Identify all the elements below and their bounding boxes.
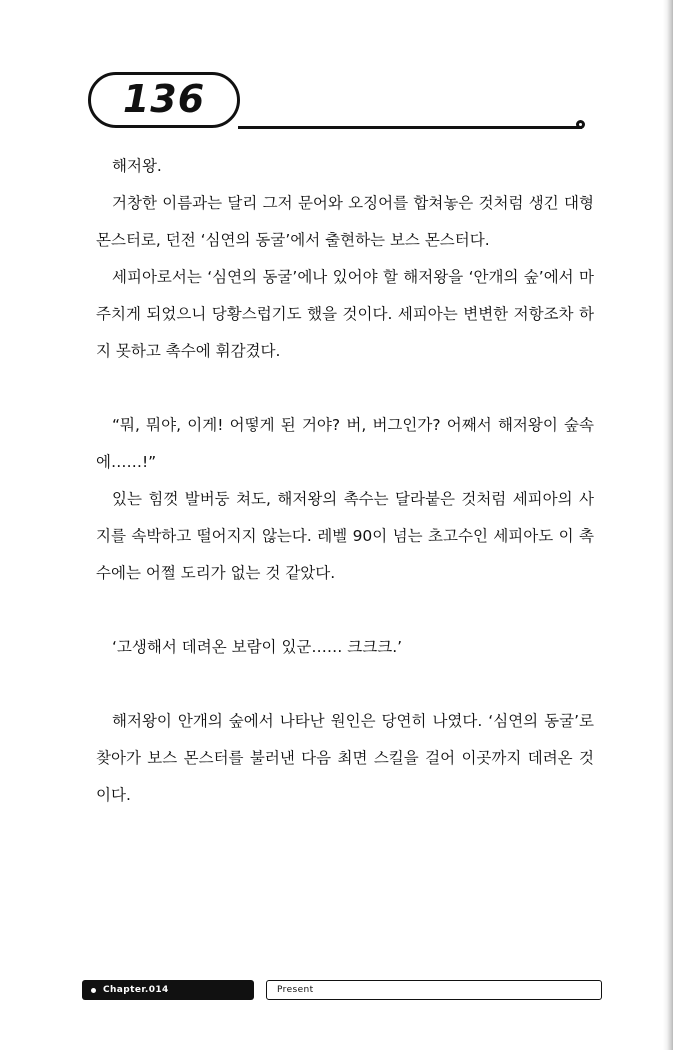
- footer-chapter-tag: [82, 980, 254, 1000]
- paragraph-spacer: [96, 370, 594, 407]
- page-footer: [82, 980, 602, 1004]
- body-paragraph: 해저왕.: [112, 157, 162, 175]
- footer-chapter-label: Chapter.014: [103, 985, 169, 995]
- header-end-dot-icon: [576, 120, 585, 129]
- page-number: 136: [122, 77, 206, 121]
- footer-present-label: Present: [277, 985, 314, 995]
- bullet-icon: [91, 988, 96, 993]
- body-paragraph: “뭐, 뭐야, 이게! 어떻게 된 거야? 버, 버그인가? 어째서 해저왕이 숲속에……!”: [96, 416, 594, 471]
- paragraph-spacer: [96, 666, 594, 703]
- header-rule: [238, 126, 582, 129]
- body-paragraph: 세피아로서는 ‘심연의 동굴’에나 있어야 할 해저왕을 ‘안개의 숲’에서 마주치게 되었으니 당황스럽기도 했을 것이다. 세피아는 변변한 저항조차 하지 못하고 촉수에 휘감겼다.: [96, 268, 594, 360]
- body-paragraph: 거창한 이름과는 달리 그저 문어와 오징어를 합쳐놓은 것처럼 생긴 대형 몬스터로, 던전 ‘심연의 동굴’에서 출현하는 보스 몬스터다.: [96, 194, 594, 249]
- page-number-header: [88, 72, 608, 140]
- footer-present-tag: [266, 980, 602, 1000]
- body-paragraph: ‘고생해서 데려온 보람이 있군…… 크크크.’: [112, 638, 403, 656]
- page-body-text: [96, 148, 594, 814]
- body-paragraph: 있는 힘껏 발버둥 쳐도, 해저왕의 촉수는 달라붙은 것처럼 세피아의 사지를 속박하고 떨어지지 않는다. 레벨 90이 넘는 초고수인 세피아도 이 촉수에는 어쩔 도리가 없는 것 같았다.: [96, 490, 594, 582]
- paragraph-spacer: [96, 592, 594, 629]
- body-paragraph: 해저왕이 안개의 숲에서 나타난 원인은 당연히 나였다. ‘심연의 동굴’로 찾아가 보스 몬스터를 불러낸 다음 최면 스킬을 걸어 이곳까지 데려온 것이다.: [96, 712, 594, 804]
- page-number-pill: [88, 72, 240, 128]
- page-edge-shading: [663, 0, 673, 1050]
